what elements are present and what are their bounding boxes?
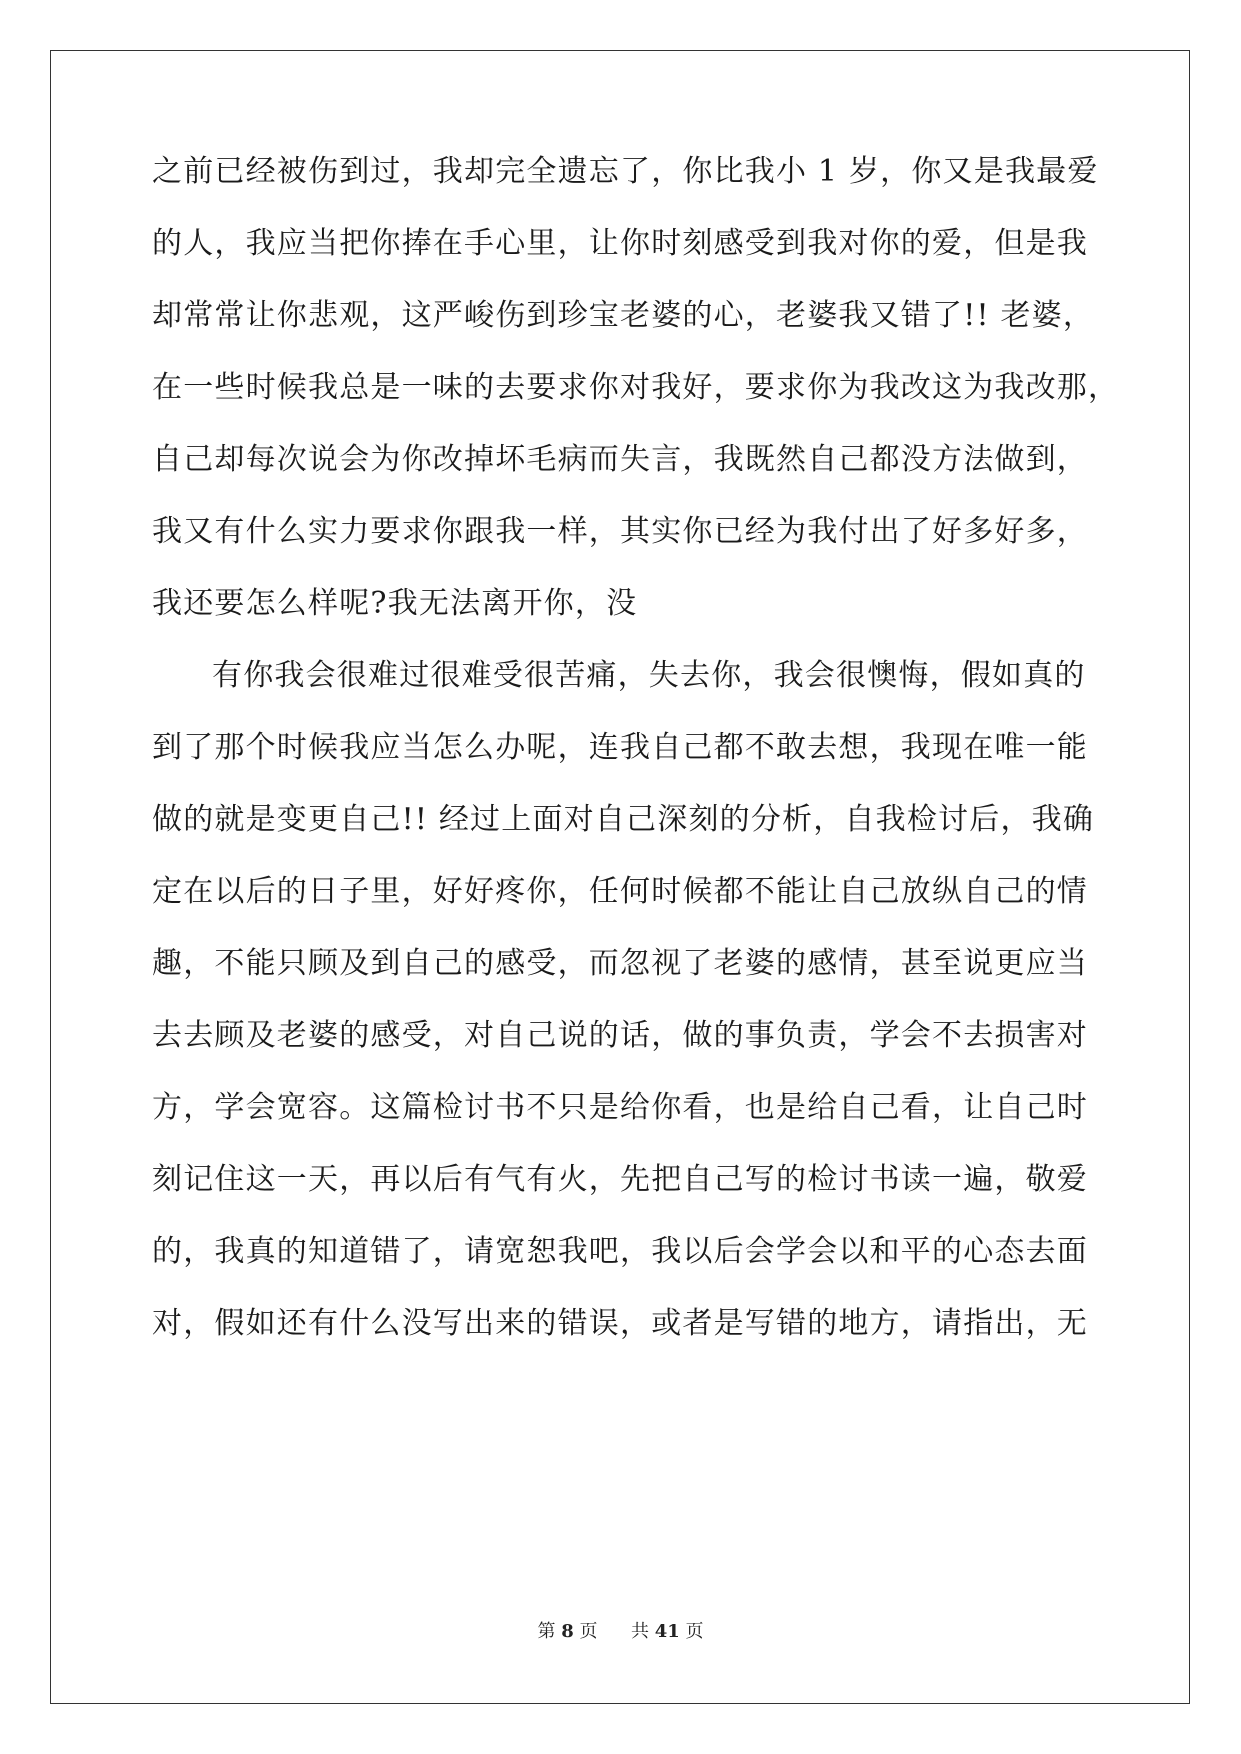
text-line: 我又有什么实力要求你跟我一样，其实你已经为我付出了好多好多，	[152, 514, 1088, 549]
text-line: 我还要怎么样呢?我无法离开你，没	[152, 586, 638, 621]
text-line: 方，学会宽容。这篇检讨书不只是给你看，也是给自己看，让自己时	[152, 1090, 1088, 1125]
text-line: 定在以后的日子里，好好疼你，任何时候都不能让自己放纵自己的情	[152, 874, 1088, 909]
text-line: 在一些时候我总是一味的去要求你对我好，要求你为我改这为我改那，	[152, 370, 1120, 405]
text-line: 的，我真的知道错了，请宽恕我吧，我以后会学会以和平的心态去面	[152, 1234, 1088, 1269]
page-suffix: 页	[579, 1621, 598, 1642]
total-suffix: 页	[685, 1621, 704, 1642]
text-line: 趣，不能只顾及到自己的感受，而忽视了老婆的感情，甚至说更应当	[152, 946, 1088, 981]
page-footer	[0, 1620, 1241, 1644]
page-prefix: 第	[537, 1621, 556, 1642]
page-number: 8	[561, 1621, 574, 1642]
text-line: 之前已经被伤到过，我却完全遗忘了，你比我小 1 岁，你又是我最爱	[152, 154, 1099, 189]
text-line: 做的就是变更自己!! 经过上面对自己深刻的分析，自我检讨后，我确	[152, 802, 1095, 837]
text-line: 去去顾及老婆的感受，对自己说的话，做的事负责，学会不去损害对	[152, 1018, 1088, 1053]
total-pages: 41	[654, 1621, 680, 1642]
text-line: 的人，我应当把你捧在手心里，让你时刻感受到我对你的爱，但是我	[152, 226, 1088, 261]
text-line: 自己却每次说会为你改掉坏毛病而失言，我既然自己都没方法做到，	[152, 442, 1088, 477]
text-line: 刻记住这一天，再以后有气有火，先把自己写的检讨书读一遍，敬爱	[152, 1162, 1088, 1197]
text-line: 却常常让你悲观，这严峻伤到珍宝老婆的心，老婆我又错了!! 老婆，	[152, 298, 1095, 333]
paragraph-start-line: 有你我会很难过很难受很苦痛，失去你，我会很懊悔，假如真的	[212, 658, 1086, 693]
text-line: 对，假如还有什么没写出来的错误，或者是写错的地方，请指出，无	[152, 1306, 1088, 1341]
text-line: 到了那个时候我应当怎么办呢，连我自己都不敢去想，我现在唯一能	[152, 730, 1088, 765]
total-prefix: 共	[630, 1621, 649, 1642]
